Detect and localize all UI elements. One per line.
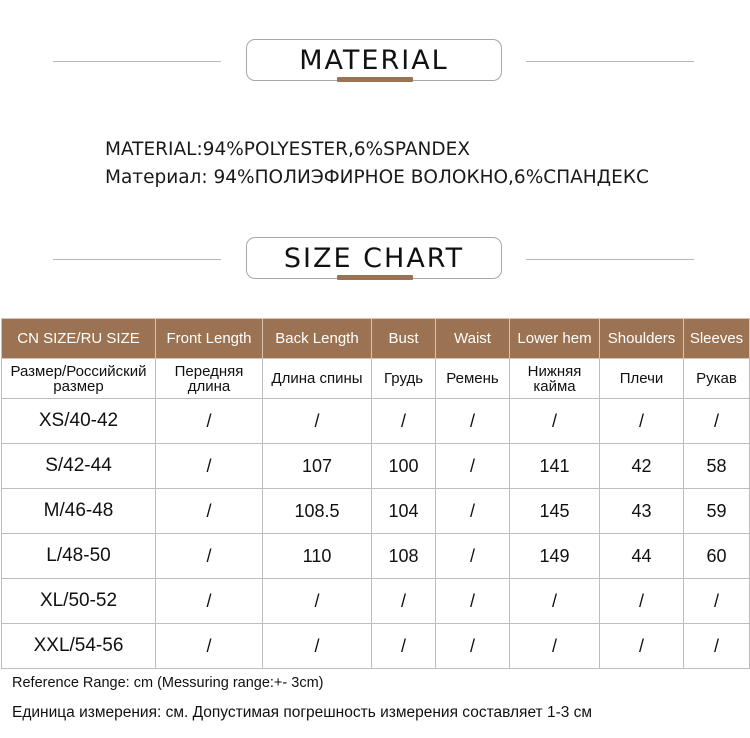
table-cell: / [436,444,510,489]
column-header: Lower hem [510,319,600,359]
column-header-ru-label: Нижняя кайма [527,362,582,395]
table-cell: / [684,624,750,669]
header-divider-left [53,259,221,260]
column-header-ru [510,359,600,399]
column-header-ru [372,359,436,399]
material-composition-en: MATERIAL:94%POLYESTER,6%SPANDEX [105,139,470,160]
table-cell: 43 [600,489,684,534]
table-cell: / [436,399,510,444]
table-cell: 100 [372,444,436,489]
table-header-row-en [2,319,750,359]
table-cell: 108 [372,534,436,579]
size-cell: M/46-48 [2,489,156,534]
table-cell: 110 [263,534,372,579]
header-divider-right [526,259,694,260]
table-cell: 58 [684,444,750,489]
table-row [2,624,750,669]
column-header: Sleeves [684,319,750,359]
measurement-unit-note: Единица измерения: см. Допустимая погрешность измерения составляет 1-3 см [12,704,593,721]
header-accent-bar [337,77,413,82]
table-cell: / [436,579,510,624]
material-title: MATERIAL [246,39,502,81]
column-header-ru-label: Рукав [696,370,737,387]
material-composition-ru: Материал: 94%ПОЛИЭФИРНОЕ ВОЛОКНО,6%СПАНДЕКС [105,167,649,188]
table-cell: 60 [684,534,750,579]
table-cell: / [263,399,372,444]
size-chart-table [1,318,750,669]
table-cell: / [684,579,750,624]
size-cell: XXL/54-56 [2,624,156,669]
column-header: CN SIZE/RU SIZE [2,319,156,359]
table-row [2,534,750,579]
table-cell: 104 [372,489,436,534]
table-cell: / [436,534,510,579]
table-cell: 141 [510,444,600,489]
table-cell: / [684,399,750,444]
table-cell: 44 [600,534,684,579]
table-cell: / [436,624,510,669]
column-header-ru [156,359,263,399]
column-header-ru [684,359,750,399]
table-cell: / [510,624,600,669]
table-row [2,399,750,444]
size-chart-title: SIZE CHART [246,237,502,279]
header-accent-bar [337,275,413,280]
column-header-ru-label: Передняя длина [174,362,244,395]
header-divider-right [526,61,694,62]
column-header-ru-label: Грудь [383,370,424,387]
column-header-ru [436,359,510,399]
column-header: Back Length [263,319,372,359]
column-header-ru-label: Длина спины [271,370,363,387]
column-header-ru [2,359,156,399]
table-header-row-ru [2,359,750,399]
table-row [2,444,750,489]
table-cell: / [263,624,372,669]
table-cell: / [436,489,510,534]
table-cell: / [156,399,263,444]
header-divider-left [53,61,221,62]
column-header: Waist [436,319,510,359]
size-cell: L/48-50 [2,534,156,579]
table-cell: / [156,534,263,579]
material-section-header [0,39,750,85]
column-header-ru-label: Размер/Российский размер [10,362,147,395]
column-header-ru-label: Ремень [446,370,499,387]
table-cell: / [510,579,600,624]
size-cell: XS/40-42 [2,399,156,444]
table-cell: / [600,624,684,669]
table-row [2,579,750,624]
table-cell: / [600,399,684,444]
table-cell: / [510,399,600,444]
column-header: Bust [372,319,436,359]
table-cell: / [372,579,436,624]
table-cell: / [372,399,436,444]
size-chart-section-header [0,237,750,283]
column-header-ru [600,359,684,399]
table-cell: / [156,579,263,624]
column-header: Shoulders [600,319,684,359]
size-cell: S/42-44 [2,444,156,489]
column-header: Front Length [156,319,263,359]
table-cell: / [600,579,684,624]
table-cell: / [156,444,263,489]
column-header-ru-label: Плечи [619,370,664,387]
table-cell: / [372,624,436,669]
table-cell: 108.5 [263,489,372,534]
table-row [2,489,750,534]
table-cell: 149 [510,534,600,579]
table-cell: 42 [600,444,684,489]
table-cell: 59 [684,489,750,534]
table-cell: / [156,624,263,669]
reference-range-note: Reference Range: cm (Messuring range:+- 3cm) [12,675,324,691]
table-cell: / [263,579,372,624]
column-header-ru [263,359,372,399]
table-cell: 107 [263,444,372,489]
table-cell: / [156,489,263,534]
table-cell: 145 [510,489,600,534]
size-cell: XL/50-52 [2,579,156,624]
